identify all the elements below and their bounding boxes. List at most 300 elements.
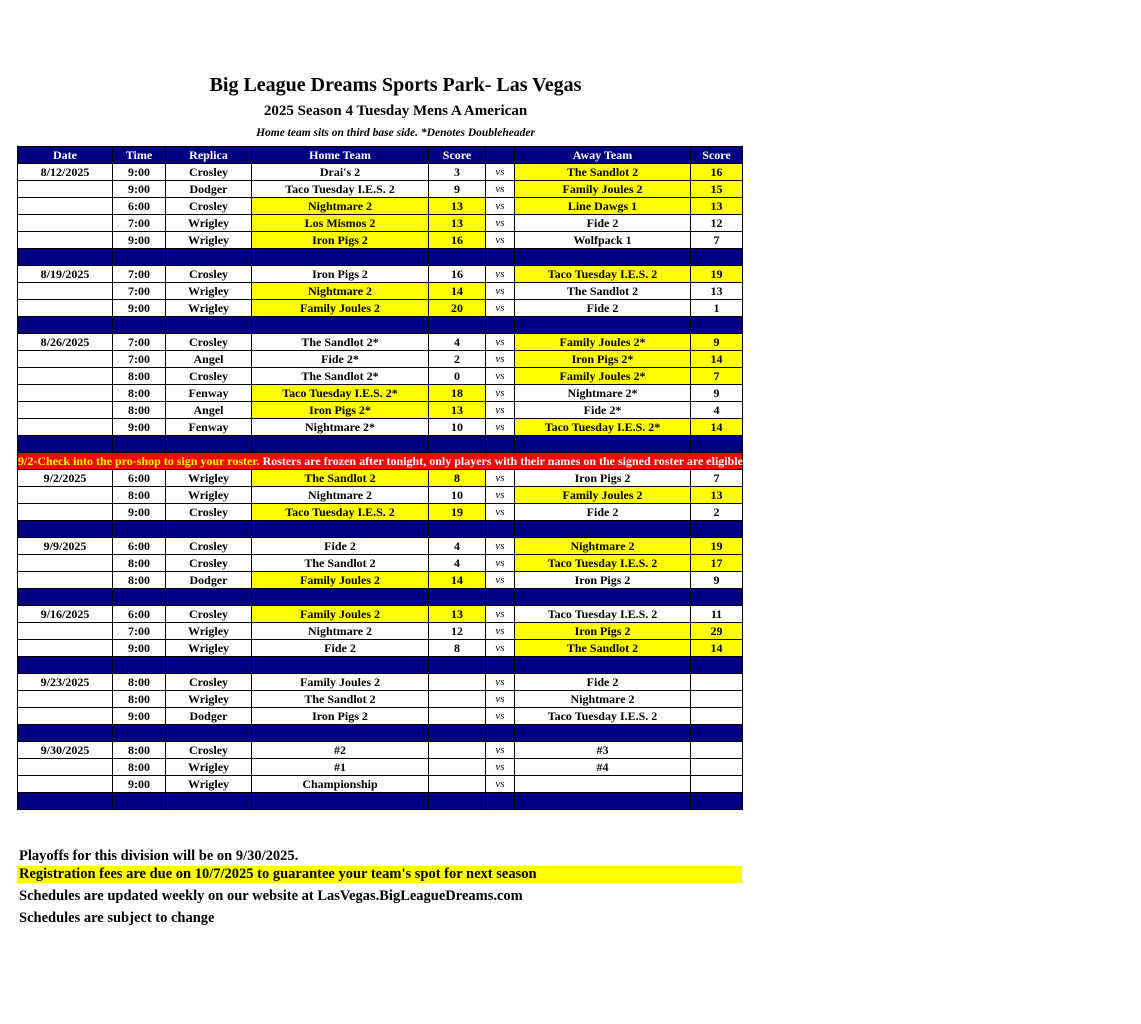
away-score bbox=[691, 759, 743, 776]
separator-cell bbox=[18, 725, 113, 742]
game-row bbox=[18, 742, 743, 759]
home-score: 13 bbox=[429, 198, 486, 215]
home-score bbox=[429, 674, 486, 691]
away-team: The Sandlot 2 bbox=[515, 640, 691, 657]
separator-cell bbox=[252, 436, 429, 453]
game-field: Wrigley bbox=[166, 691, 252, 708]
separator-cell bbox=[252, 521, 429, 538]
game-field: Crosley bbox=[166, 742, 252, 759]
vs-label: vs bbox=[486, 691, 515, 708]
separator-cell bbox=[18, 317, 113, 334]
home-score: 13 bbox=[429, 606, 486, 623]
away-team: The Sandlot 2 bbox=[515, 283, 691, 300]
vs-label: vs bbox=[486, 215, 515, 232]
separator-cell bbox=[113, 249, 166, 266]
home-team: Taco Tuesday I.E.S. 2 bbox=[252, 181, 429, 198]
col-header-away-score: Score bbox=[691, 147, 743, 164]
separator-cell bbox=[18, 436, 113, 453]
away-team: Fide 2 bbox=[515, 300, 691, 317]
away-score: 13 bbox=[691, 283, 743, 300]
game-field: Wrigley bbox=[166, 300, 252, 317]
home-score: 8 bbox=[429, 640, 486, 657]
away-score: 4 bbox=[691, 402, 743, 419]
game-field: Wrigley bbox=[166, 487, 252, 504]
separator-cell bbox=[113, 589, 166, 606]
away-team: Nightmare 2 bbox=[515, 691, 691, 708]
game-time: 9:00 bbox=[113, 300, 166, 317]
game-date bbox=[18, 385, 113, 402]
home-score: 18 bbox=[429, 385, 486, 402]
home-team: Taco Tuesday I.E.S. 2 bbox=[252, 504, 429, 521]
game-row bbox=[18, 181, 743, 198]
vs-label: vs bbox=[486, 504, 515, 521]
game-row bbox=[18, 283, 743, 300]
game-field: Crosley bbox=[166, 555, 252, 572]
separator-cell bbox=[486, 589, 515, 606]
away-score: 7 bbox=[691, 470, 743, 487]
game-time: 7:00 bbox=[113, 623, 166, 640]
away-score bbox=[691, 691, 743, 708]
separator-cell bbox=[429, 521, 486, 538]
separator-cell bbox=[515, 521, 691, 538]
game-field: Crosley bbox=[166, 266, 252, 283]
separator-cell bbox=[252, 657, 429, 674]
page-note: Home team sits on third base side. *Denotes Doubleheader bbox=[256, 127, 535, 139]
separator-cell bbox=[166, 725, 252, 742]
game-date bbox=[18, 300, 113, 317]
game-date: 9/30/2025 bbox=[18, 742, 113, 759]
separator-cell bbox=[515, 589, 691, 606]
game-time: 7:00 bbox=[113, 351, 166, 368]
game-field: Crosley bbox=[166, 674, 252, 691]
game-time: 8:00 bbox=[113, 691, 166, 708]
vs-label: vs bbox=[486, 759, 515, 776]
home-score: 14 bbox=[429, 283, 486, 300]
game-time: 7:00 bbox=[113, 283, 166, 300]
game-field: Angel bbox=[166, 351, 252, 368]
game-field: Wrigley bbox=[166, 640, 252, 657]
game-date bbox=[18, 487, 113, 504]
separator-cell bbox=[486, 249, 515, 266]
game-date bbox=[18, 368, 113, 385]
game-field: Dodger bbox=[166, 708, 252, 725]
separator-cell bbox=[113, 793, 166, 810]
home-score: 10 bbox=[429, 487, 486, 504]
home-score: 16 bbox=[429, 266, 486, 283]
away-score: 1 bbox=[691, 300, 743, 317]
game-row bbox=[18, 402, 743, 419]
separator-cell bbox=[252, 317, 429, 334]
vs-label: vs bbox=[486, 487, 515, 504]
separator-cell bbox=[486, 436, 515, 453]
home-team: Fide 2 bbox=[252, 538, 429, 555]
away-score bbox=[691, 708, 743, 725]
game-row bbox=[18, 759, 743, 776]
separator-cell bbox=[166, 793, 252, 810]
away-score: 19 bbox=[691, 538, 743, 555]
game-time: 7:00 bbox=[113, 215, 166, 232]
separator-cell bbox=[429, 436, 486, 453]
separator-cell bbox=[515, 317, 691, 334]
game-date bbox=[18, 504, 113, 521]
home-score: 3 bbox=[429, 164, 486, 181]
home-team: Family Joules 2 bbox=[252, 606, 429, 623]
vs-label: vs bbox=[486, 385, 515, 402]
separator-cell bbox=[691, 657, 743, 674]
separator-cell bbox=[252, 725, 429, 742]
away-team: #4 bbox=[515, 759, 691, 776]
away-team: #3 bbox=[515, 742, 691, 759]
away-score: 16 bbox=[691, 164, 743, 181]
vs-label: vs bbox=[486, 232, 515, 249]
separator-cell bbox=[18, 589, 113, 606]
separator-cell bbox=[252, 249, 429, 266]
away-score bbox=[691, 742, 743, 759]
game-field: Crosley bbox=[166, 368, 252, 385]
away-team: Fide 2 bbox=[515, 215, 691, 232]
away-team: Family Joules 2* bbox=[515, 334, 691, 351]
playoffs-note: Playoffs for this division will be on 9/30/2025. bbox=[19, 848, 299, 864]
home-team: Family Joules 2 bbox=[252, 300, 429, 317]
game-row bbox=[18, 334, 743, 351]
game-time: 6:00 bbox=[113, 198, 166, 215]
game-time: 6:00 bbox=[113, 606, 166, 623]
vs-label: vs bbox=[486, 419, 515, 436]
game-date bbox=[18, 555, 113, 572]
game-row bbox=[18, 487, 743, 504]
game-date bbox=[18, 640, 113, 657]
page-subtitle: 2025 Season 4 Tuesday Mens A American bbox=[263, 103, 528, 119]
table-header-row bbox=[18, 147, 743, 164]
game-date: 8/12/2025 bbox=[18, 164, 113, 181]
vs-label: vs bbox=[486, 572, 515, 589]
game-field: Wrigley bbox=[166, 776, 252, 793]
week-separator bbox=[18, 521, 743, 538]
col-header-home-score: Score bbox=[429, 147, 486, 164]
game-time: 9:00 bbox=[113, 776, 166, 793]
roster-notice-row bbox=[18, 453, 743, 470]
away-team: Nightmare 2 bbox=[515, 538, 691, 555]
game-row bbox=[18, 300, 743, 317]
registration-note: Registration fees are due on 10/7/2025 to guarantee your team's spot for next season bbox=[17, 866, 742, 883]
home-team: The Sandlot 2 bbox=[252, 555, 429, 572]
separator-cell bbox=[691, 725, 743, 742]
game-field: Crosley bbox=[166, 538, 252, 555]
away-team: Iron Pigs 2 bbox=[515, 623, 691, 640]
game-row bbox=[18, 266, 743, 283]
home-team: Championship bbox=[252, 776, 429, 793]
separator-cell bbox=[486, 521, 515, 538]
home-score: 0 bbox=[429, 368, 486, 385]
home-team: Nightmare 2 bbox=[252, 283, 429, 300]
vs-label: vs bbox=[486, 402, 515, 419]
separator-cell bbox=[113, 521, 166, 538]
separator-cell bbox=[18, 521, 113, 538]
game-row bbox=[18, 572, 743, 589]
separator-cell bbox=[429, 249, 486, 266]
separator-cell bbox=[18, 657, 113, 674]
away-team: Line Dawgs 1 bbox=[515, 198, 691, 215]
roster-notice-headline: 9/2-Check into the pro-shop to sign your roster. bbox=[18, 453, 260, 468]
col-header-away-team: Away Team bbox=[515, 147, 691, 164]
week-separator bbox=[18, 249, 743, 266]
game-row bbox=[18, 470, 743, 487]
home-team: Iron Pigs 2 bbox=[252, 232, 429, 249]
game-time: 7:00 bbox=[113, 334, 166, 351]
week-separator bbox=[18, 589, 743, 606]
away-score: 15 bbox=[691, 181, 743, 198]
home-score: 14 bbox=[429, 572, 486, 589]
game-time: 9:00 bbox=[113, 419, 166, 436]
game-date bbox=[18, 572, 113, 589]
separator-cell bbox=[429, 657, 486, 674]
game-date bbox=[18, 691, 113, 708]
game-field: Wrigley bbox=[166, 623, 252, 640]
home-score: 4 bbox=[429, 334, 486, 351]
vs-label: vs bbox=[486, 742, 515, 759]
game-date: 8/26/2025 bbox=[18, 334, 113, 351]
separator-cell bbox=[691, 436, 743, 453]
home-team: Nightmare 2* bbox=[252, 419, 429, 436]
schedule-table bbox=[17, 146, 1141, 810]
game-date bbox=[18, 198, 113, 215]
game-date: 9/2/2025 bbox=[18, 470, 113, 487]
game-field: Crosley bbox=[166, 334, 252, 351]
separator-cell bbox=[252, 793, 429, 810]
home-score: 4 bbox=[429, 538, 486, 555]
website-note: Schedules are updated weekly on our website at LasVegas.BigLeagueDreams.com bbox=[19, 888, 523, 904]
game-date bbox=[18, 776, 113, 793]
game-date bbox=[18, 759, 113, 776]
away-team: Nightmare 2* bbox=[515, 385, 691, 402]
game-date bbox=[18, 402, 113, 419]
game-row bbox=[18, 691, 743, 708]
home-team: Iron Pigs 2* bbox=[252, 402, 429, 419]
separator-cell bbox=[429, 725, 486, 742]
game-row bbox=[18, 674, 743, 691]
home-team: Nightmare 2 bbox=[252, 487, 429, 504]
separator-cell bbox=[515, 657, 691, 674]
away-score: 11 bbox=[691, 606, 743, 623]
game-field: Dodger bbox=[166, 572, 252, 589]
vs-label: vs bbox=[486, 555, 515, 572]
separator-cell bbox=[515, 249, 691, 266]
home-team: Iron Pigs 2 bbox=[252, 708, 429, 725]
col-header-date: Date bbox=[18, 147, 113, 164]
away-score: 14 bbox=[691, 640, 743, 657]
game-date bbox=[18, 181, 113, 198]
home-score bbox=[429, 708, 486, 725]
separator-cell bbox=[166, 657, 252, 674]
game-time: 9:00 bbox=[113, 232, 166, 249]
home-score: 13 bbox=[429, 215, 486, 232]
game-time: 8:00 bbox=[113, 385, 166, 402]
vs-label: vs bbox=[486, 606, 515, 623]
vs-label: vs bbox=[486, 538, 515, 555]
away-score: 2 bbox=[691, 504, 743, 521]
separator-cell bbox=[515, 436, 691, 453]
separator-cell bbox=[429, 793, 486, 810]
home-score: 10 bbox=[429, 419, 486, 436]
roster-notice bbox=[18, 453, 1141, 470]
separator-cell bbox=[429, 589, 486, 606]
home-score bbox=[429, 776, 486, 793]
vs-label: vs bbox=[486, 708, 515, 725]
separator-cell bbox=[691, 521, 743, 538]
away-score: 12 bbox=[691, 215, 743, 232]
home-team: Fide 2 bbox=[252, 640, 429, 657]
home-team: The Sandlot 2 bbox=[252, 470, 429, 487]
game-field: Fenway bbox=[166, 385, 252, 402]
away-score: 7 bbox=[691, 368, 743, 385]
separator-cell bbox=[691, 793, 743, 810]
vs-label: vs bbox=[486, 623, 515, 640]
game-row bbox=[18, 623, 743, 640]
vs-label: vs bbox=[486, 640, 515, 657]
vs-label: vs bbox=[486, 674, 515, 691]
separator-cell bbox=[18, 249, 113, 266]
game-time: 6:00 bbox=[113, 538, 166, 555]
game-time: 9:00 bbox=[113, 708, 166, 725]
away-score: 14 bbox=[691, 419, 743, 436]
vs-label: vs bbox=[486, 776, 515, 793]
schedule-change-note: Schedules are subject to change bbox=[19, 910, 215, 926]
home-team: Family Joules 2 bbox=[252, 572, 429, 589]
home-team: #1 bbox=[252, 759, 429, 776]
separator-cell bbox=[515, 793, 691, 810]
game-time: 7:00 bbox=[113, 266, 166, 283]
separator-cell bbox=[166, 589, 252, 606]
home-team: Los Mismos 2 bbox=[252, 215, 429, 232]
vs-label: vs bbox=[486, 351, 515, 368]
game-date bbox=[18, 623, 113, 640]
home-score bbox=[429, 742, 486, 759]
home-team: Fide 2* bbox=[252, 351, 429, 368]
vs-label: vs bbox=[486, 266, 515, 283]
game-date: 9/16/2025 bbox=[18, 606, 113, 623]
home-score: 12 bbox=[429, 623, 486, 640]
game-time: 8:00 bbox=[113, 759, 166, 776]
away-score: 14 bbox=[691, 351, 743, 368]
home-score: 9 bbox=[429, 181, 486, 198]
game-time: 8:00 bbox=[113, 674, 166, 691]
home-score bbox=[429, 759, 486, 776]
away-team: Iron Pigs 2 bbox=[515, 470, 691, 487]
game-row bbox=[18, 198, 743, 215]
separator-cell bbox=[113, 436, 166, 453]
game-field: Angel bbox=[166, 402, 252, 419]
game-field: Wrigley bbox=[166, 759, 252, 776]
away-team: Taco Tuesday I.E.S. 2* bbox=[515, 419, 691, 436]
game-field: Crosley bbox=[166, 198, 252, 215]
page-title: Big League Dreams Sports Park- Las Vegas bbox=[209, 74, 582, 96]
col-header-home-team: Home Team bbox=[252, 147, 429, 164]
home-score: 13 bbox=[429, 402, 486, 419]
separator-cell bbox=[113, 725, 166, 742]
vs-label: vs bbox=[486, 334, 515, 351]
away-score: 29 bbox=[691, 623, 743, 640]
game-time: 8:00 bbox=[113, 572, 166, 589]
home-score: 16 bbox=[429, 232, 486, 249]
away-team: Taco Tuesday I.E.S. 2 bbox=[515, 708, 691, 725]
away-score: 9 bbox=[691, 385, 743, 402]
separator-cell bbox=[166, 436, 252, 453]
vs-label: vs bbox=[486, 198, 515, 215]
separator-cell bbox=[18, 793, 113, 810]
away-team: Family Joules 2 bbox=[515, 487, 691, 504]
home-team: Family Joules 2 bbox=[252, 674, 429, 691]
away-team bbox=[515, 776, 691, 793]
separator-cell bbox=[166, 249, 252, 266]
schedule-body bbox=[18, 164, 1141, 810]
away-team: Taco Tuesday I.E.S. 2 bbox=[515, 266, 691, 283]
separator-cell bbox=[486, 793, 515, 810]
game-row bbox=[18, 708, 743, 725]
col-header-vs bbox=[486, 147, 515, 164]
week-separator bbox=[18, 436, 743, 453]
separator-cell bbox=[113, 317, 166, 334]
week-separator bbox=[18, 793, 743, 810]
separator-cell bbox=[691, 589, 743, 606]
col-header-replica: Replica bbox=[166, 147, 252, 164]
game-time: 8:00 bbox=[113, 402, 166, 419]
game-time: 8:00 bbox=[113, 487, 166, 504]
home-score: 20 bbox=[429, 300, 486, 317]
game-row bbox=[18, 606, 743, 623]
game-field: Crosley bbox=[166, 164, 252, 181]
game-field: Dodger bbox=[166, 181, 252, 198]
away-score: 19 bbox=[691, 266, 743, 283]
game-row bbox=[18, 351, 743, 368]
home-team: Nightmare 2 bbox=[252, 198, 429, 215]
week-separator bbox=[18, 657, 743, 674]
game-row bbox=[18, 555, 743, 572]
game-row bbox=[18, 385, 743, 402]
game-field: Wrigley bbox=[166, 232, 252, 249]
home-score: 2 bbox=[429, 351, 486, 368]
away-score bbox=[691, 674, 743, 691]
home-team: The Sandlot 2 bbox=[252, 691, 429, 708]
game-row bbox=[18, 232, 743, 249]
home-score bbox=[429, 691, 486, 708]
game-time: 8:00 bbox=[113, 555, 166, 572]
game-time: 6:00 bbox=[113, 470, 166, 487]
away-score: 9 bbox=[691, 334, 743, 351]
game-time: 9:00 bbox=[113, 181, 166, 198]
away-team: Fide 2 bbox=[515, 674, 691, 691]
away-score: 9 bbox=[691, 572, 743, 589]
game-time: 8:00 bbox=[113, 368, 166, 385]
separator-cell bbox=[113, 657, 166, 674]
away-score: 17 bbox=[691, 555, 743, 572]
week-separator bbox=[18, 725, 743, 742]
away-team: Taco Tuesday I.E.S. 2 bbox=[515, 606, 691, 623]
game-date: 9/9/2025 bbox=[18, 538, 113, 555]
separator-cell bbox=[486, 317, 515, 334]
home-team: The Sandlot 2* bbox=[252, 334, 429, 351]
vs-label: vs bbox=[486, 300, 515, 317]
game-field: Fenway bbox=[166, 419, 252, 436]
away-team: Family Joules 2* bbox=[515, 368, 691, 385]
away-team: Fide 2 bbox=[515, 504, 691, 521]
home-team: Iron Pigs 2 bbox=[252, 266, 429, 283]
away-team: The Sandlot 2 bbox=[515, 164, 691, 181]
away-score: 7 bbox=[691, 232, 743, 249]
game-time: 9:00 bbox=[113, 164, 166, 181]
vs-label: vs bbox=[486, 164, 515, 181]
game-date bbox=[18, 232, 113, 249]
game-row bbox=[18, 215, 743, 232]
